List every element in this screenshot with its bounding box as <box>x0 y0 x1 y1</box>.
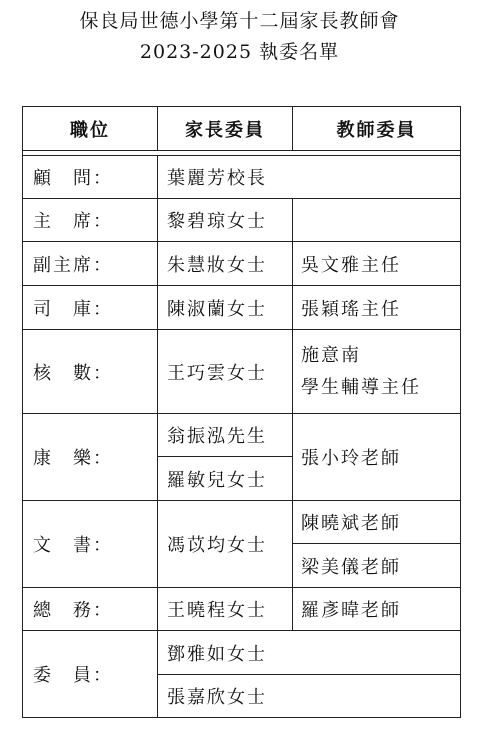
table-row-advisor <box>23 156 461 199</box>
teacher-member-cell: 羅彥暐老師 <box>293 588 461 631</box>
parent-member-cell: 馮苡均女士 <box>158 501 293 588</box>
teacher-member-cell: 吳文雅主任 <box>293 242 461 286</box>
parent-member-cell: 陳淑蘭女士 <box>158 286 293 330</box>
parent-member-cell: 黎碧琼女士 <box>158 199 293 242</box>
table-row-auditor <box>23 330 461 414</box>
teacher-member-cell: 張小玲老師 <box>293 414 461 501</box>
header-row <box>23 107 461 151</box>
table-row-chairman <box>23 199 461 242</box>
committee-table <box>22 106 461 718</box>
table-row-general-affairs <box>23 588 461 631</box>
position-cell: 委 員： <box>23 631 158 718</box>
position-cell: 康 樂： <box>23 414 158 501</box>
parent-member-cell: 朱慧妝女士 <box>158 242 293 286</box>
header-position: 職位 <box>23 107 158 151</box>
position-cell: 文 書： <box>23 501 158 588</box>
table-row-vice-chairman <box>23 242 461 286</box>
parent-member-cell: 鄧雅如女士 <box>158 631 461 675</box>
parent-member-cell: 王曉程女士 <box>158 588 293 631</box>
table-row-recreation <box>23 414 461 457</box>
teacher-name: 施意南 <box>301 344 361 366</box>
teacher-member-cell: 張穎瑤主任 <box>293 286 461 330</box>
parent-member-cell: 張嘉欣女士 <box>158 675 461 718</box>
position-cell: 副主席： <box>23 242 158 286</box>
document-subtitle: 2023-2025 執委名單 <box>139 41 340 63</box>
header-teacher-member: 教師委員 <box>293 107 461 151</box>
position-cell: 主 席： <box>23 199 158 242</box>
parent-member-cell: 葉麗芳校長 <box>158 156 461 199</box>
document-title: 保良局世德小學第十二屆家長教師會 <box>79 10 400 32</box>
header-parent-member: 家長委員 <box>158 107 293 151</box>
position-cell: 總 務： <box>23 588 158 631</box>
position-cell: 司 庫： <box>23 286 158 330</box>
teacher-member-cell <box>293 330 461 414</box>
parent-member-cell: 翁振泓先生 <box>158 414 293 457</box>
table-row-members <box>23 631 461 675</box>
position-cell: 顧 問： <box>23 156 158 199</box>
teacher-member-cell <box>293 199 461 242</box>
teacher-title: 學生輔導主任 <box>301 376 421 398</box>
table-row-treasurer <box>23 286 461 330</box>
table-row-secretary <box>23 501 461 544</box>
position-cell: 核 數： <box>23 330 158 414</box>
teacher-member-cell: 梁美儀老師 <box>293 544 461 588</box>
parent-member-cell: 王巧雲女士 <box>158 330 293 414</box>
parent-member-cell: 羅敏兒女士 <box>158 457 293 501</box>
teacher-member-cell: 陳曉斌老師 <box>293 501 461 544</box>
